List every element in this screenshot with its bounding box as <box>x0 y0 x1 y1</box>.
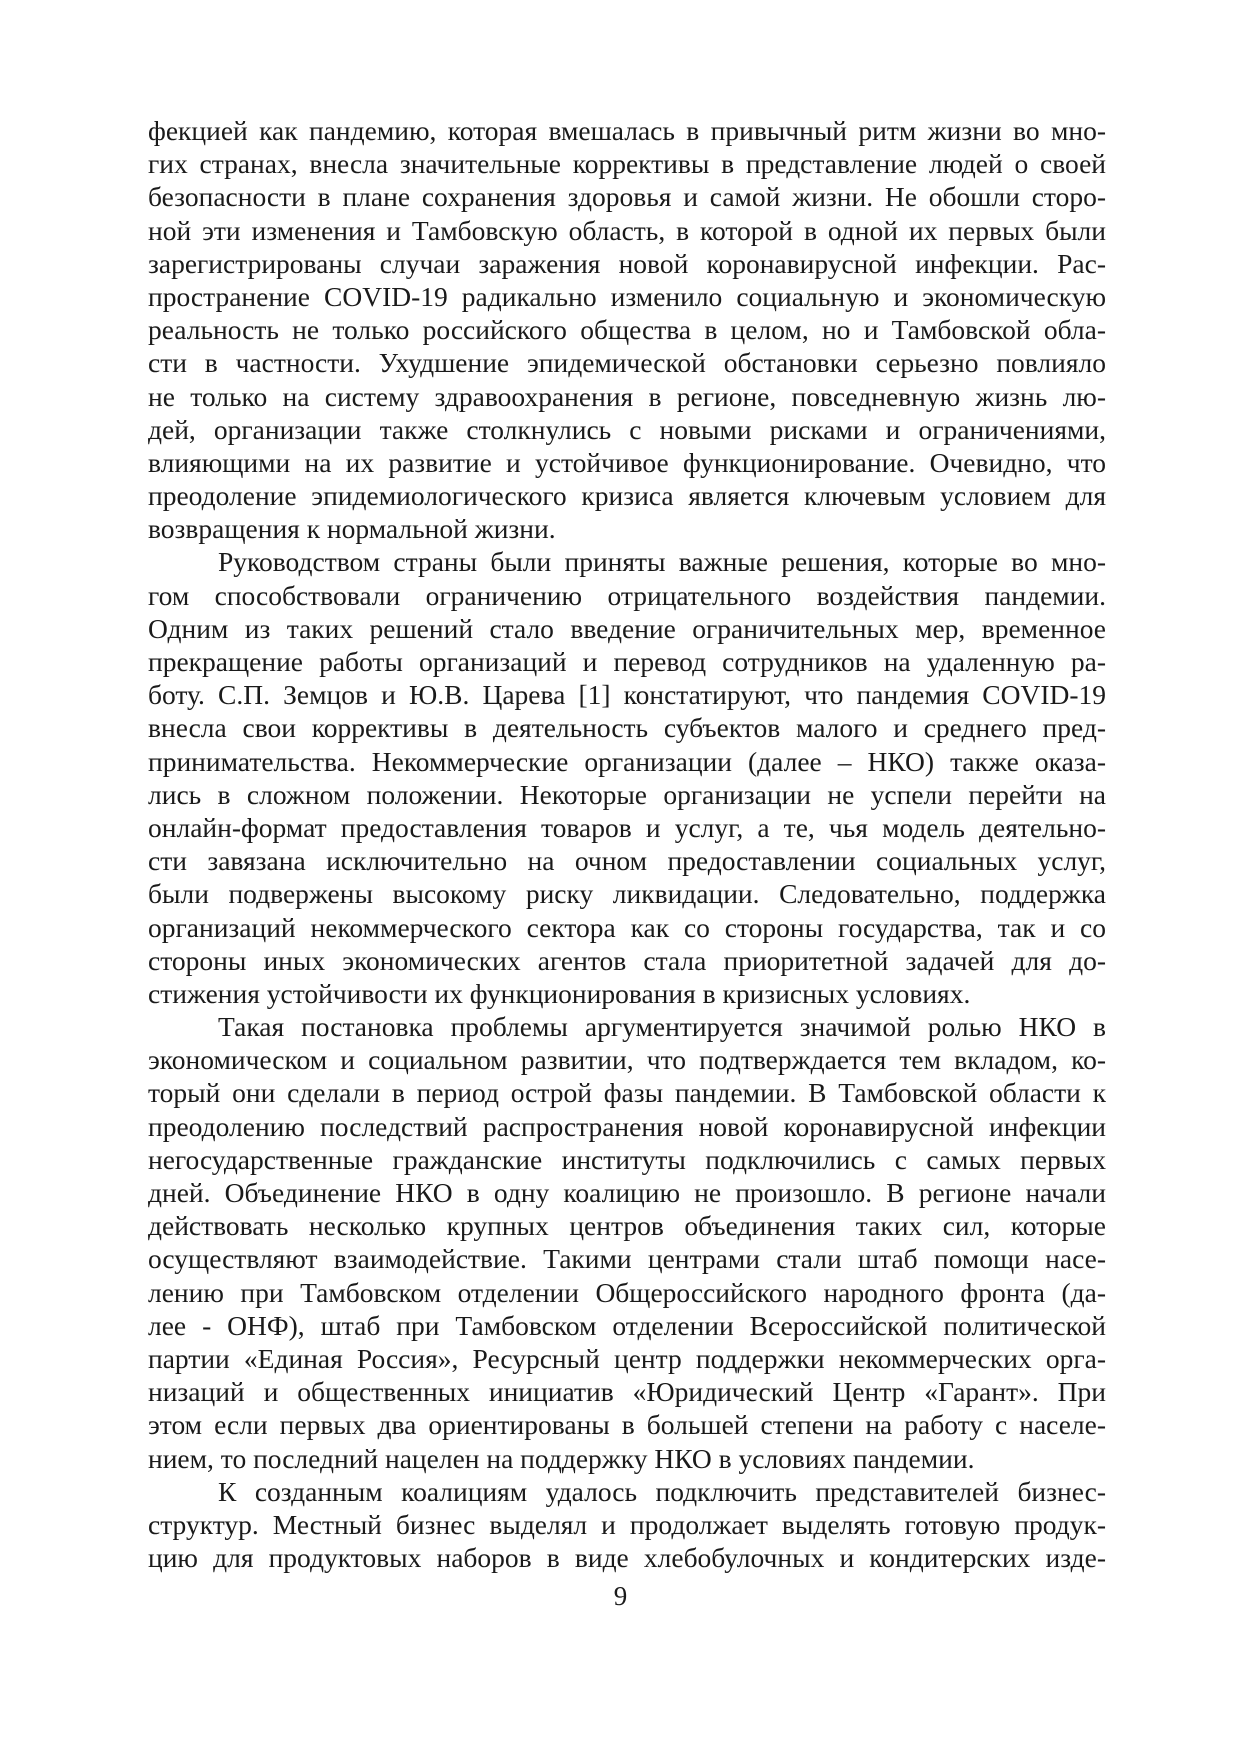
text-line: безопасности в плане сохранения здоровья и самой жизни. Не обошли сторо- <box>148 181 1106 213</box>
text-line: были подвержены высокому риску ликвидации. Следовательно, поддержка <box>148 878 1106 910</box>
text-line: структур. Местный бизнес выделял и продолжает выделять готовую продук- <box>148 1508 1106 1540</box>
text-line: низаций и общественных инициатив «Юридический Центр «Гарант». При <box>148 1376 1106 1408</box>
text-line: организаций некоммерческого сектора как со стороны государства, так и со <box>148 911 1106 943</box>
text-line: гом способствовали ограничению отрицательного воздействия пандемии. <box>148 579 1106 611</box>
text-line: боту. С.П. Земцов и Ю.В. Царева [1] констатируют, что пандемия COVID-19 <box>148 679 1106 711</box>
paragraph <box>148 545 1106 1010</box>
text-line: внесла свои коррективы в деятельность субъектов малого и среднего пред- <box>148 712 1106 744</box>
paragraph <box>148 114 1106 545</box>
text-line: лее - ОНФ), штаб при Тамбовском отделении Всероссийской политической <box>148 1309 1106 1341</box>
text-line: негосударственные гражданские институты подключились с самых первых <box>148 1143 1106 1175</box>
page-number: 9 <box>613 1581 628 1611</box>
text-line: Одним из таких решений стало введение ограничительных мер, временное <box>148 612 1106 644</box>
text-line: дней. Объединение НКО в одну коалицию не произошло. В регионе начали <box>148 1177 1106 1208</box>
text-line: возвращения к нормальной жизни. <box>148 513 556 545</box>
text-line: прекращение работы организаций и перевод сотрудников на удаленную ра- <box>148 646 1106 677</box>
text-line: гих странах, внесла значительные коррективы в представление людей о своей <box>148 148 1106 180</box>
text-line: партии «Единая Россия», Ресурсный центр поддержки некоммерческих орга- <box>148 1342 1106 1374</box>
text-line: лись в сложном положении. Некоторые организации не успели перейти на <box>148 778 1106 810</box>
text-line: не только на систему здравоохранения в регионе, повседневную жизнь лю- <box>148 380 1106 412</box>
text-line: реальность не только российского общества в целом, но и Тамбовской обла- <box>148 314 1106 346</box>
text-line: лению при Тамбовском отделении Общероссийского народного фронта (да- <box>148 1276 1106 1308</box>
text-line: стижения устойчивости их функционирования в кризисных условиях. <box>148 977 971 1009</box>
text-line: дей, организации также столкнулись с новыми рисками и ограничениями, <box>148 413 1106 445</box>
text-line: влияющими на их развитие и устойчивое функционирование. Очевидно, что <box>148 446 1106 478</box>
text-line: осуществляют взаимодействие. Такими центрами стали штаб помощи насе- <box>148 1243 1106 1275</box>
body-text <box>148 114 1106 1574</box>
text-line: торый они сделали в период острой фазы пандемии. В Тамбовской области к <box>148 1077 1106 1109</box>
text-line: преодолению последствий распространения новой коронавирусной инфекции <box>148 1110 1106 1142</box>
text-line: этом если первых два ориентированы в большей степени на работу с населе- <box>148 1409 1106 1441</box>
text-line: онлайн-формат предоставления товаров и услуг, а те, чья модель деятельно- <box>148 811 1106 843</box>
text-line: сти завязана исключительно на очном предоставлении социальных услуг, <box>148 845 1106 877</box>
paragraph <box>148 1475 1106 1575</box>
text-line: Такая постановка проблемы аргументируется значимой ролью НКО в <box>218 1011 1106 1043</box>
text-line: К созданным коалициям удалось подключить представителей бизнес- <box>218 1475 1106 1507</box>
text-line: действовать несколько крупных центров объединения таких сил, которые <box>148 1210 1106 1242</box>
text-line: сти в частности. Ухудшение эпидемической обстановки серьезно повлияло <box>148 347 1106 379</box>
text-line: фекцией как пандемию, которая вмешалась в привычный ритм жизни во мно- <box>148 115 1106 146</box>
text-line: цию для продуктовых наборов в виде хлебобулочных и кондитерских изде- <box>148 1542 1106 1574</box>
text-line: ной эти изменения и Тамбовскую область, в которой в одной их первых были <box>148 214 1106 246</box>
text-line: преодоление эпидемиологического кризиса является ключевым условием для <box>148 480 1106 512</box>
text-line: нием, то последний нацелен на поддержку НКО в условиях пандемии. <box>148 1442 975 1474</box>
text-line: принимательства. Некоммерческие организации (далее – НКО) также оказа- <box>148 745 1106 777</box>
text-line: Руководством страны были приняты важные решения, которые во мно- <box>218 546 1106 578</box>
text-line: пространение COVID-19 радикально изменило социальную и экономическую <box>148 280 1106 312</box>
text-line: зарегистрированы случаи заражения новой коронавирусной инфекции. Рас- <box>148 247 1106 279</box>
text-line: стороны иных экономических агентов стала приоритетной задачей для до- <box>148 944 1106 976</box>
text-line: экономическом и социальном развитии, что подтверждается тем вкладом, ко- <box>148 1044 1106 1076</box>
paragraph <box>148 1010 1106 1475</box>
